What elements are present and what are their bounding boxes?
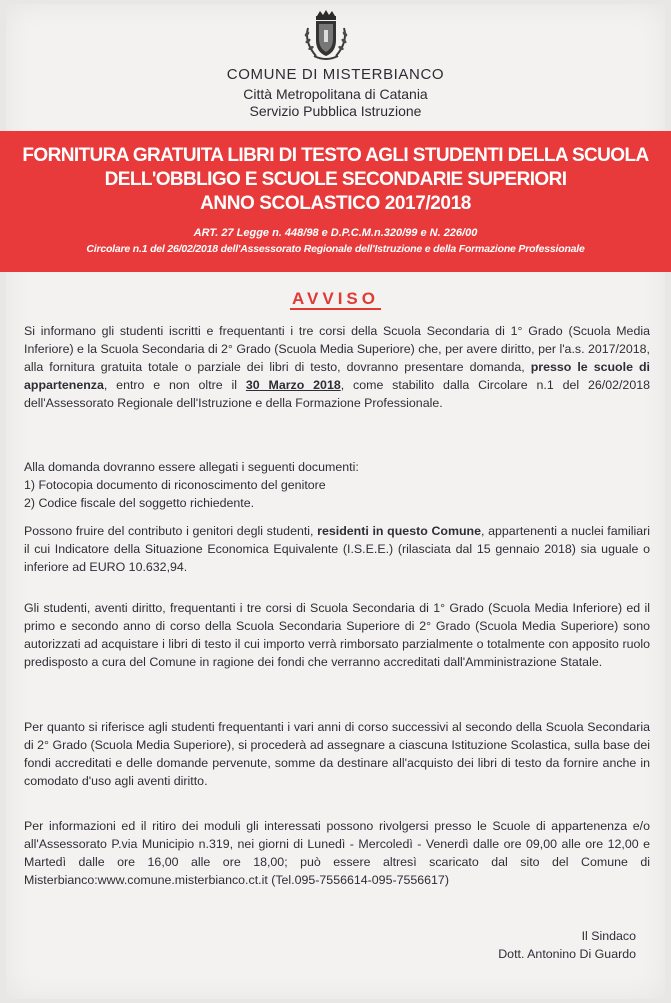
- document-item-1: 1) Fotocopia documento di riconoscimento del genitore: [24, 478, 326, 492]
- p1-bold-scuole: presso le scuole di appartenenza: [24, 360, 650, 392]
- title-banner: [0, 131, 671, 272]
- p3-bold-residenti: residenti in questo Comune: [317, 524, 482, 538]
- p3-text-c: , appartenenti a nuclei familiari il cui Indicatore della Situazione Economica Equivalente (I.S.E.E.) (rilasciata dal 15 gennaio 2018) sia uguale o inferiore ad EURO 10.632,94.: [24, 524, 650, 574]
- avviso-heading: [0, 289, 671, 309]
- citta-metropolitana: Città Metropolitana di Catania: [243, 86, 428, 102]
- signature-name: Dott. Antonino Di Guardo: [498, 947, 636, 961]
- paragraph-4: Gli studenti, aventi diritto, frequentanti i tre corsi di Scuola Secondaria di 1° Grado (Scuola Media Inferiore) ed il primo e secondo anno di corso della Scuola Secondaria Superiore di 2° Grado (Scuola Media Superiore) sono autorizzati ad acquistare i libri di testo il cui importo verrà rimborsato parzialmente o totalmente con apposito ruolo predisposto a cura del Comune in ragione dei fondi che verranno accreditati dall'Amministrazione Statale.: [24, 601, 650, 669]
- paragraph-1: [24, 322, 650, 412]
- paragraph-5: Per quanto si riferisce agli studenti frequentanti i vari anni di corso successivi al secondo della Scuola Secondaria di 2° Grado (Scuola Media Superiore), si procederà ad assegnare a ciascuna Istituzione Scolastica, sulla base dei fondi accreditati e delle domande pervenute, somme da destinare all'acquisto dei libri di testo da fornire anche in comodato d'uso agli aventi diritto.: [24, 720, 650, 788]
- comune-name: COMUNE DI MISTERBIANCO: [226, 66, 445, 83]
- p1-text-e: , come stabilito dalla Circolare n.1 del 26/02/2018 dell'Assessorato Regionale dell'Istruzione e della Formazione Professionale.: [24, 378, 650, 410]
- banner-title-line-1: FORNITURA GRATUITA LIBRI DI TESTO AGLI STUDENTI DELLA SCUOLA: [22, 145, 649, 166]
- banner-school-year: ANNO SCOLASTICO 2017/2018: [200, 193, 471, 214]
- p1-text-c: , entro e non oltre il: [103, 378, 246, 392]
- p1-deadline: 30 Marzo 2018: [245, 378, 341, 392]
- documents-intro: Alla domanda dovranno essere allegati i seguenti documenti:: [24, 460, 359, 474]
- municipal-crest-icon: [298, 8, 354, 64]
- banner-circolare: Circolare n.1 del 26/02/2018 dell'Assessorato Regionale dell'Istruzione e della Formazione Professionale: [86, 243, 585, 255]
- paragraph-3: [24, 522, 650, 576]
- banner-law-reference: ART. 27 Legge n. 448/98 e D.P.C.M.n.320/99 e N. 226/00: [193, 227, 478, 239]
- banner-title-line-2: DELL'OBBLIGO E SCUOLE SECONDARIE SUPERIORI: [104, 169, 567, 190]
- paragraph-6: Per informazioni ed il ritiro dei moduli gli interessati possono rivolgersi presso le Scuole di appartenenza e/o all'Assessorato P.via Municipio n.319, nei giorni di Lunedì - Mercoledì - Venerdì dalle ore 09,00 alle ore 12,00 e Martedì dalle ore 16,00 alle ore 18,00; può essere altresì scaricato dal sito del Comune di Misterbianco:www.comune.misterbianco.ct.it (Tel.095-7556614-095-7556617): [24, 819, 650, 887]
- p3-text-a: Possono fruire del contributo i genitori degli studenti,: [24, 524, 318, 538]
- document-item-2: 2) Codice fiscale del soggetto richiedente.: [24, 496, 255, 510]
- signature-role: Il Sindaco: [581, 929, 636, 943]
- avviso-text: AVVISO: [292, 289, 379, 308]
- servizio: Servizio Pubblica Istruzione: [249, 103, 422, 119]
- paragraph-2: [24, 458, 650, 512]
- p1-text-a: Si informano gli studenti iscritti e frequentanti i tre corsi della Scuola Secondaria di 1° Grado (Scuola Media Inferiore) e la Scuola Secondaria di 2° Grado (Scuola Media Superiore) che, per avere diritto, per l'a.s. 2017/2018, alla fornitura gratuita totale o parziale dei libri di testo, dovranno presentare domanda,: [24, 324, 650, 374]
